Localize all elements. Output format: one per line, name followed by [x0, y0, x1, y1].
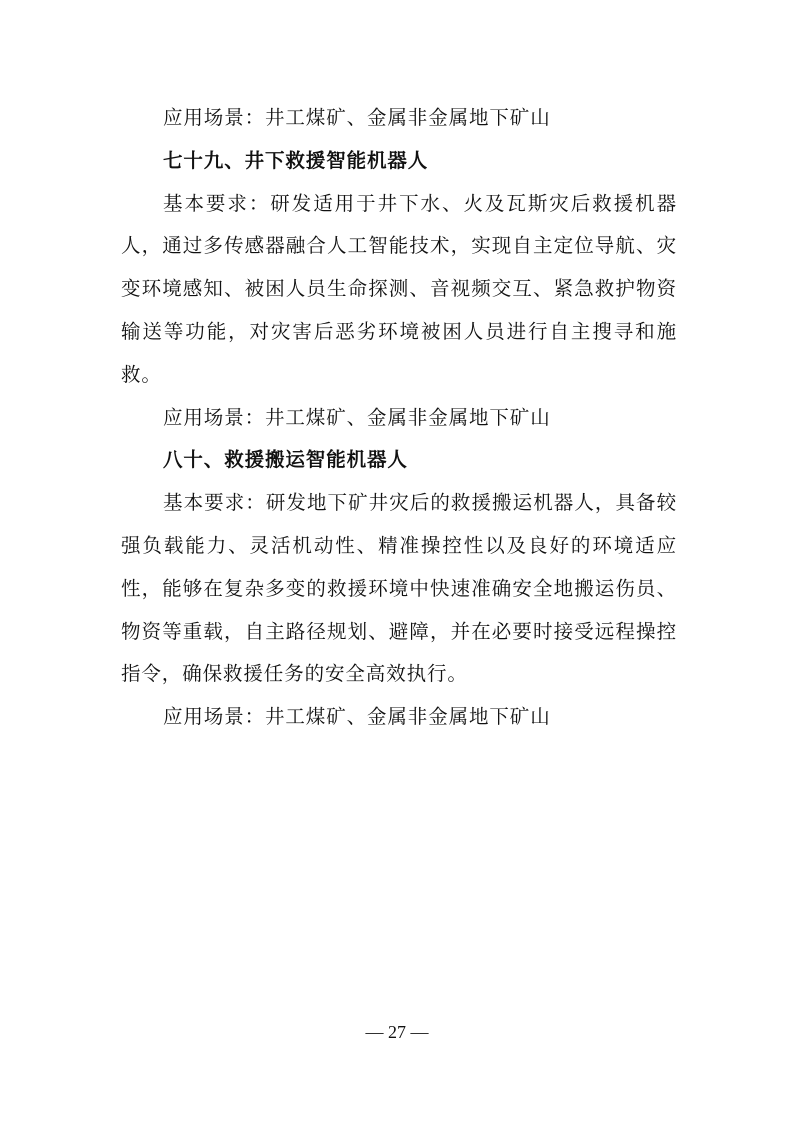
- page-number: — 27 —: [365, 1022, 429, 1042]
- document-body: [121, 97, 677, 739]
- application-scene-paragraph: 应用场景：井工煤矿、金属非金属地下矿山: [163, 705, 551, 729]
- application-scene-paragraph: 应用场景：井工煤矿、金属非金属地下矿山: [163, 106, 551, 129]
- basic-requirements-paragraph: 基本要求：研发适用于井下水、火及瓦斯灾后救援机器人，通过多传感器融合人工智能技术，实现自主定位导航、灾变环境感知、被困人员生命探测、音视频交互、紧急救护物资输送等功能，对灾害后恶劣环境被困人员进行自主搜寻和施救。: [121, 191, 677, 386]
- basic-requirements-paragraph: 基本要求：研发地下矿井灾后的救援搬运机器人，具备较强负载能力、灵活机动性、精准操控性以及良好的环境适应性，能够在复杂多变的救援环境中快速准确安全地搬运伤员、物资等重载，自主路径规划、避障，并在必要时接受远程操控指令，确保救援任务的安全高效执行。: [121, 491, 677, 686]
- application-scene-paragraph: 应用场景：井工煤矿、金属非金属地下矿山: [163, 405, 551, 429]
- section-heading-79: 七十九、井下救援智能机器人: [163, 148, 429, 172]
- section-heading-80: 八十、救援搬运智能机器人: [163, 448, 408, 472]
